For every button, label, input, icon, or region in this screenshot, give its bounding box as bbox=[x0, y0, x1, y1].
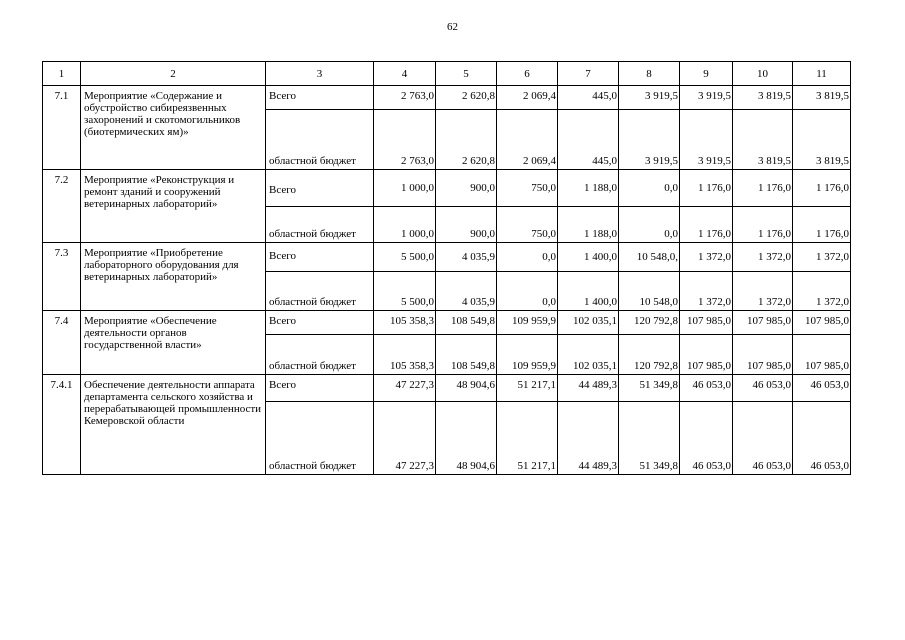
value-cell: 108 549,8 bbox=[436, 311, 497, 335]
value-cell: 3 919,5 bbox=[680, 110, 733, 170]
value-cell: 2 620,8 bbox=[436, 110, 497, 170]
row-code: 7.2 bbox=[43, 170, 81, 243]
measure-name: Обеспечение деятельности аппарата департамента сельского хозяйства и перерабатывающей промышленности Кемеровской области bbox=[81, 375, 266, 475]
value-cell: 1 176,0 bbox=[680, 170, 733, 207]
funding-source: Всего bbox=[266, 243, 374, 272]
measure-name: Мероприятие «Содержание и обустройство сибиреязвенных захоронений и скотомогильников (биотермических ям)» bbox=[81, 86, 266, 170]
funding-source: областной бюджет bbox=[266, 207, 374, 243]
column-header: 3 bbox=[266, 62, 374, 86]
page-number: 62 bbox=[447, 21, 458, 33]
value-cell: 1 372,0 bbox=[793, 272, 851, 311]
table-row bbox=[43, 86, 851, 110]
row-code: 7.4 bbox=[43, 311, 81, 375]
value-cell: 109 959,9 bbox=[497, 335, 558, 375]
value-cell: 44 489,3 bbox=[558, 375, 619, 402]
value-cell: 2 069,4 bbox=[497, 86, 558, 110]
value-cell: 3 819,5 bbox=[793, 86, 851, 110]
value-cell: 1 372,0 bbox=[680, 243, 733, 272]
value-cell: 3 819,5 bbox=[793, 110, 851, 170]
column-header: 4 bbox=[374, 62, 436, 86]
funding-source: Всего bbox=[266, 86, 374, 110]
value-cell: 0,0 bbox=[619, 170, 680, 207]
column-header: 10 bbox=[733, 62, 793, 86]
value-cell: 1 000,0 bbox=[374, 207, 436, 243]
table-row bbox=[43, 375, 851, 402]
value-cell: 445,0 bbox=[558, 86, 619, 110]
value-cell: 5 500,0 bbox=[374, 272, 436, 311]
value-cell: 51 349,8 bbox=[619, 375, 680, 402]
value-cell: 1 372,0 bbox=[680, 272, 733, 311]
value-cell: 750,0 bbox=[497, 207, 558, 243]
value-cell: 10 548,0 bbox=[619, 272, 680, 311]
row-code: 7.4.1 bbox=[43, 375, 81, 475]
value-cell: 105 358,3 bbox=[374, 335, 436, 375]
value-cell: 900,0 bbox=[436, 170, 497, 207]
value-cell: 102 035,1 bbox=[558, 335, 619, 375]
table-row bbox=[43, 243, 851, 272]
value-cell: 1 400,0 bbox=[558, 243, 619, 272]
value-cell: 2 763,0 bbox=[374, 110, 436, 170]
value-cell: 107 985,0 bbox=[733, 335, 793, 375]
value-cell: 51 217,1 bbox=[497, 375, 558, 402]
value-cell: 3 919,5 bbox=[680, 86, 733, 110]
column-header: 2 bbox=[81, 62, 266, 86]
value-cell: 105 358,3 bbox=[374, 311, 436, 335]
column-header: 1 bbox=[43, 62, 81, 86]
value-cell: 107 985,0 bbox=[680, 335, 733, 375]
value-cell: 3 819,5 bbox=[733, 110, 793, 170]
measure-name: Мероприятие «Реконструкция и ремонт зданий и сооружений ветеринарных лабораторий» bbox=[81, 170, 266, 243]
value-cell: 102 035,1 bbox=[558, 311, 619, 335]
value-cell: 750,0 bbox=[497, 170, 558, 207]
value-cell: 1 372,0 bbox=[733, 243, 793, 272]
value-cell: 48 904,6 bbox=[436, 402, 497, 475]
value-cell: 46 053,0 bbox=[733, 402, 793, 475]
table-header-row bbox=[43, 62, 851, 86]
funding-source: областной бюджет bbox=[266, 272, 374, 311]
column-header: 9 bbox=[680, 62, 733, 86]
value-cell: 1 188,0 bbox=[558, 170, 619, 207]
column-header: 8 bbox=[619, 62, 680, 86]
column-header: 5 bbox=[436, 62, 497, 86]
value-cell: 0,0 bbox=[619, 207, 680, 243]
value-cell: 3 819,5 bbox=[733, 86, 793, 110]
value-cell: 1 176,0 bbox=[733, 207, 793, 243]
value-cell: 1 176,0 bbox=[793, 170, 851, 207]
value-cell: 2 069,4 bbox=[497, 110, 558, 170]
value-cell: 900,0 bbox=[436, 207, 497, 243]
funding-source: Всего bbox=[266, 375, 374, 402]
funding-source: Всего bbox=[266, 311, 374, 335]
value-cell: 2 763,0 bbox=[374, 86, 436, 110]
measure-name: Мероприятие «Обеспечение деятельности органов государственной власти» bbox=[81, 311, 266, 375]
budget-table bbox=[42, 61, 851, 475]
value-cell: 107 985,0 bbox=[793, 335, 851, 375]
value-cell: 1 400,0 bbox=[558, 272, 619, 311]
column-header: 7 bbox=[558, 62, 619, 86]
value-cell: 46 053,0 bbox=[680, 375, 733, 402]
value-cell: 1 372,0 bbox=[733, 272, 793, 311]
value-cell: 1 372,0 bbox=[793, 243, 851, 272]
value-cell: 107 985,0 bbox=[793, 311, 851, 335]
value-cell: 0,0 bbox=[497, 243, 558, 272]
value-cell: 4 035,9 bbox=[436, 243, 497, 272]
funding-source: областной бюджет bbox=[266, 335, 374, 375]
value-cell: 46 053,0 bbox=[733, 375, 793, 402]
value-cell: 44 489,3 bbox=[558, 402, 619, 475]
value-cell: 0,0 bbox=[497, 272, 558, 311]
value-cell: 47 227,3 bbox=[374, 402, 436, 475]
funding-source: областной бюджет bbox=[266, 110, 374, 170]
value-cell: 3 919,5 bbox=[619, 110, 680, 170]
row-code: 7.1 bbox=[43, 86, 81, 170]
funding-source: областной бюджет bbox=[266, 402, 374, 475]
value-cell: 10 548,0, bbox=[619, 243, 680, 272]
column-header: 11 bbox=[793, 62, 851, 86]
value-cell: 3 919,5 bbox=[619, 86, 680, 110]
table-row bbox=[43, 170, 851, 207]
value-cell: 4 035,9 bbox=[436, 272, 497, 311]
value-cell: 5 500,0 bbox=[374, 243, 436, 272]
funding-source: Всего bbox=[266, 170, 374, 207]
value-cell: 1 176,0 bbox=[793, 207, 851, 243]
value-cell: 107 985,0 bbox=[733, 311, 793, 335]
value-cell: 46 053,0 bbox=[680, 402, 733, 475]
value-cell: 107 985,0 bbox=[680, 311, 733, 335]
row-code: 7.3 bbox=[43, 243, 81, 311]
value-cell: 51 217,1 bbox=[497, 402, 558, 475]
value-cell: 1 176,0 bbox=[680, 207, 733, 243]
value-cell: 120 792,8 bbox=[619, 311, 680, 335]
value-cell: 46 053,0 bbox=[793, 375, 851, 402]
value-cell: 1 188,0 bbox=[558, 207, 619, 243]
table-row bbox=[43, 311, 851, 335]
value-cell: 109 959,9 bbox=[497, 311, 558, 335]
measure-name: Мероприятие «Приобретение лабораторного оборудования для ветеринарных лабораторий» bbox=[81, 243, 266, 311]
value-cell: 46 053,0 bbox=[793, 402, 851, 475]
column-header: 6 bbox=[497, 62, 558, 86]
value-cell: 445,0 bbox=[558, 110, 619, 170]
value-cell: 120 792,8 bbox=[619, 335, 680, 375]
value-cell: 108 549,8 bbox=[436, 335, 497, 375]
value-cell: 48 904,6 bbox=[436, 375, 497, 402]
value-cell: 1 000,0 bbox=[374, 170, 436, 207]
value-cell: 2 620,8 bbox=[436, 86, 497, 110]
value-cell: 1 176,0 bbox=[733, 170, 793, 207]
value-cell: 47 227,3 bbox=[374, 375, 436, 402]
value-cell: 51 349,8 bbox=[619, 402, 680, 475]
